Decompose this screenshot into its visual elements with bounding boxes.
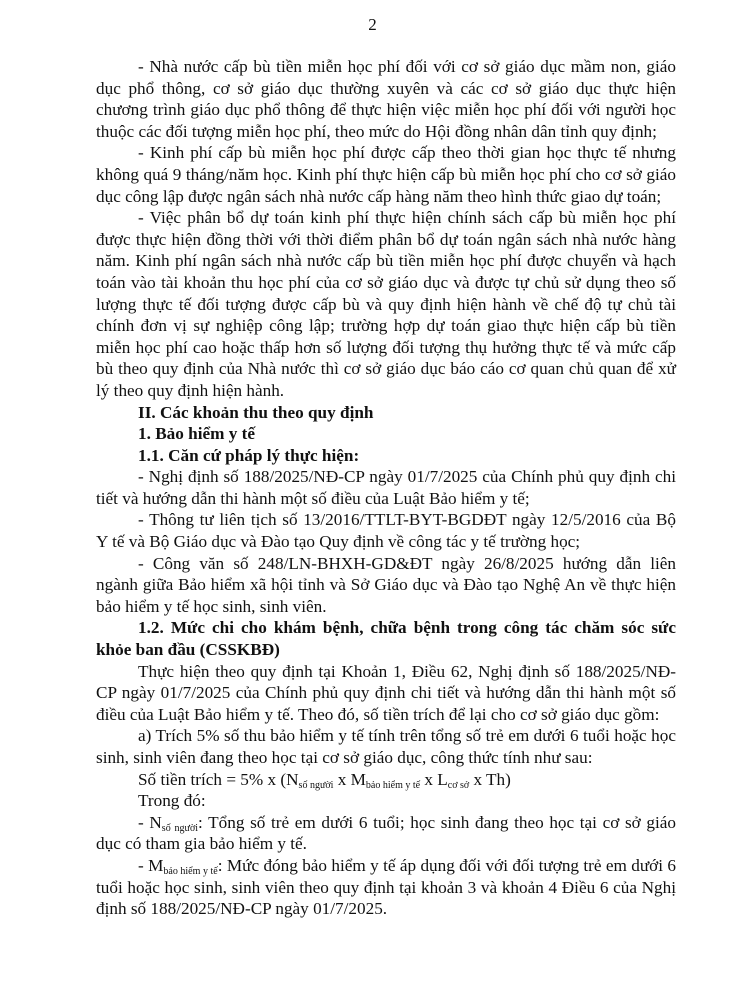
paragraph-item-a: a) Trích 5% số thu bảo hiểm y tế tính trên tổng số trẻ em dưới 6 tuổi hoặc học sinh, sinh viên đang theo học tại cơ sở giáo dục, công thức tính như sau: [96, 726, 676, 767]
formula-line [96, 769, 676, 791]
legal-basis-item-3: - Công văn số 248/LN-BHXH-GD&ĐT ngày 26/8/2025 hướng dẫn liên ngành giữa Bảo hiểm xã hội tỉnh và Sở Giáo dục và Đào tạo Nghệ An về thực hiện bảo hiểm y tế học sinh, sinh viên. [96, 553, 676, 616]
definition-m [96, 855, 676, 920]
subsection-heading-1-2: 1.2. Mức chi cho khám bệnh, chữa bệnh trong công tác chăm sóc sức khỏe ban đầu (CSSKBĐ) [96, 618, 676, 660]
legal-basis-item-2: - Thông tư liên tịch số 13/2016/TTLT-BYT-BGDĐT ngày 12/5/2016 của Bộ Y tế và Bộ Giáo dục và Đào tạo Quy định về công tác y tế trường học; [96, 510, 676, 552]
paragraph-cap-bu-2: - Kinh phí cấp bù miễn học phí được cấp theo thời gian học thực tế nhưng không quá 9 tháng/năm học. Kinh phí thực hiện cấp bù miễn học phí cho cơ sở giáo dục công lập được ngân sách nhà nước cấp hàng năm theo hình thức giao dự toán; [96, 143, 676, 206]
definition-n [96, 812, 676, 855]
paragraph-implementation: Thực hiện theo quy định tại Khoản 1, Điều 62, Nghị định số 188/2025/NĐ-CP ngày 01/7/2025 của Chính phủ quy định chi tiết và hướng dẫn thi hành một số điều của Luật Bảo hiểm y tế. Theo đó, số tiền trích để lại cho cơ sở giáo dục gồm: [96, 661, 676, 724]
paragraph-cap-bu-1: - Nhà nước cấp bù tiền miễn học phí đối với cơ sở giáo dục mầm non, giáo dục phổ thông, cơ sở giáo dục thường xuyên và các cơ sở giáo dục thực hiện chương trình giáo dục phổ thông để thực hiện việc miễn học phí đối với người học thuộc các đối tượng miễn học phí, theo mức do Hội đồng nhân dân tỉnh quy định; [96, 57, 676, 141]
subsection-heading-1-1: 1.1. Căn cứ pháp lý thực hiện: [138, 445, 360, 465]
definition-m-prefix: - M [138, 855, 164, 875]
definition-m-text: : Mức đóng bảo hiểm y tế áp dụng đối với đối tượng trẻ em dưới 6 tuổi hoặc học sinh, sinh viên theo quy định tại khoản 3 và khoản 4 Điều 6 của Nghị định số 188/2025/NĐ-CP ngày 01/7/2025. [96, 855, 676, 919]
subsection-heading-1: 1. Bảo hiểm y tế [138, 424, 255, 444]
definition-n-subscript: số người [161, 822, 199, 834]
definition-n-prefix: - N [138, 812, 162, 832]
formula-n-subscript: số người [298, 779, 334, 791]
formula-l-subscript: cơ sở [447, 779, 470, 791]
document-body [96, 56, 676, 920]
page-number: 2 [368, 15, 377, 34]
formula-mid-m: x M [333, 769, 366, 789]
definition-n-text: : Tổng số trẻ em dưới 6 tuổi; học sinh đang theo học tại cơ sở giáo dục có tham gia bảo hiểm y tế. [96, 812, 676, 854]
paragraph-cap-bu-3: - Việc phân bổ dự toán kinh phí thực hiện chính sách cấp bù miễn học phí được thực hiện đồng thời với thời điểm phân bổ dự toán ngân sách nhà nước hàng năm. Kinh phí ngân sách nhà nước cấp bù tiền miễn học phí được chuyển và hạch toán vào tài khoản thu học phí của cơ sở giáo dục và được tự chủ sử dụng theo số lượng thực tế đối tượng được cấp bù và quy định hiện hành về chế độ tự chủ tài chính đơn vị sự nghiệp công lập; trường hợp dự toán giao thực hiện cấp bù tiền miễn học phí cao hoặc thấp hơn số lượng đối tượng thụ hưởng thực tế và mức cấp bù theo quy định của Nhà nước thì cơ sở giáo dục báo cáo cơ quan chủ quan để xử lý theo quy định hiện hành. [96, 208, 676, 400]
formula-mid-l: x L [420, 769, 448, 789]
section-heading-ii: II. Các khoản thu theo quy định [138, 402, 374, 422]
formula-m-subscript: bảo hiểm y tế [365, 779, 421, 791]
definition-m-subscript: bảo hiểm y tế [163, 865, 218, 877]
where-label: Trong đó: [138, 791, 206, 811]
legal-basis-item-1: - Nghị định số 188/2025/NĐ-CP ngày 01/7/2025 của Chính phủ quy định chi tiết và hướng dẫn thi hành một số điều của Luật Bảo hiểm y tế; [96, 467, 676, 508]
formula-suffix: x Th) [469, 769, 511, 789]
formula-prefix: Số tiền trích = 5% x (N [138, 769, 299, 789]
